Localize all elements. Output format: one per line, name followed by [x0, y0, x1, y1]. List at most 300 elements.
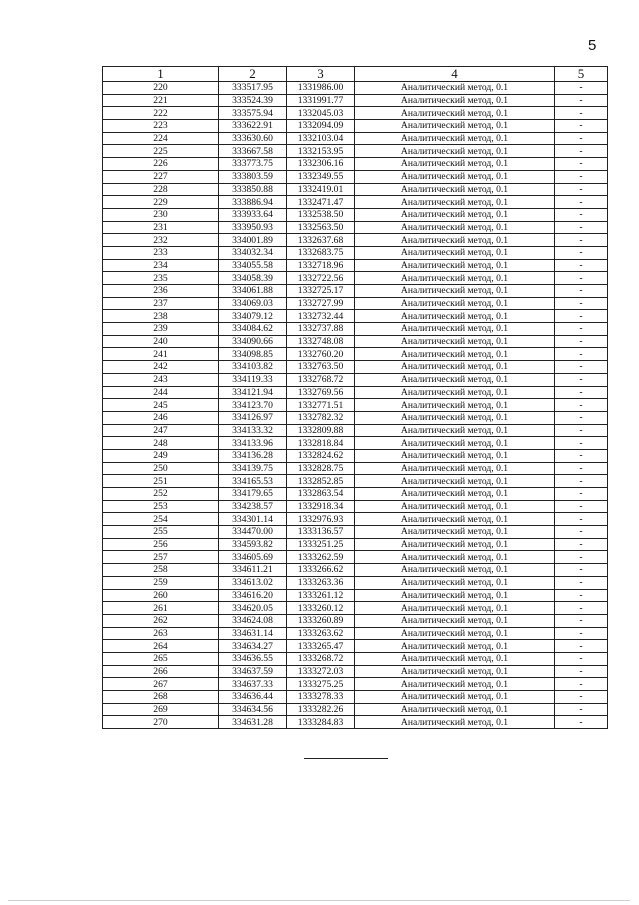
method-cell: Аналитический метод, 0.1 — [355, 589, 555, 602]
table-row — [103, 449, 608, 462]
y-coordinate-cell: 1332683.75 — [287, 246, 355, 259]
y-coordinate-cell: 1333251.25 — [287, 538, 355, 551]
note-cell: - — [555, 297, 608, 310]
x-coordinate-cell: 334139.75 — [219, 462, 287, 475]
y-coordinate-cell: 1332103.04 — [287, 132, 355, 145]
table-row — [103, 640, 608, 653]
x-coordinate-cell: 334616.20 — [219, 589, 287, 602]
note-cell: - — [555, 437, 608, 450]
note-cell: - — [555, 259, 608, 272]
table-row — [103, 513, 608, 526]
note-cell: - — [555, 132, 608, 145]
x-coordinate-cell: 334637.33 — [219, 678, 287, 691]
note-cell: - — [555, 82, 608, 95]
point-number-cell: 229 — [103, 196, 219, 209]
method-cell: Аналитический метод, 0.1 — [355, 310, 555, 323]
table-row — [103, 94, 608, 107]
point-number-cell: 225 — [103, 145, 219, 158]
point-number-cell: 248 — [103, 437, 219, 450]
table-row — [103, 500, 608, 513]
page-number: 5 — [588, 37, 597, 54]
method-cell: Аналитический метод, 0.1 — [355, 678, 555, 691]
method-cell: Аналитический метод, 0.1 — [355, 564, 555, 577]
point-number-cell: 235 — [103, 272, 219, 285]
y-coordinate-cell: 1333261.12 — [287, 589, 355, 602]
point-number-cell: 246 — [103, 411, 219, 424]
x-coordinate-cell: 334636.44 — [219, 691, 287, 704]
point-number-cell: 224 — [103, 132, 219, 145]
note-cell: - — [555, 94, 608, 107]
y-coordinate-cell: 1332824.62 — [287, 449, 355, 462]
point-number-cell: 234 — [103, 259, 219, 272]
method-cell: Аналитический метод, 0.1 — [355, 335, 555, 348]
point-number-cell: 242 — [103, 361, 219, 374]
table-row — [103, 183, 608, 196]
point-number-cell: 231 — [103, 221, 219, 234]
point-number-cell: 222 — [103, 107, 219, 120]
note-cell: - — [555, 576, 608, 589]
method-cell: Аналитический метод, 0.1 — [355, 297, 555, 310]
y-coordinate-cell: 1332771.51 — [287, 399, 355, 412]
note-cell: - — [555, 208, 608, 221]
method-cell: Аналитический метод, 0.1 — [355, 424, 555, 437]
y-coordinate-cell: 1331991.77 — [287, 94, 355, 107]
y-coordinate-cell: 1333284.83 — [287, 716, 355, 729]
method-cell: Аналитический метод, 0.1 — [355, 526, 555, 539]
method-cell: Аналитический метод, 0.1 — [355, 614, 555, 627]
note-cell: - — [555, 665, 608, 678]
x-coordinate-cell: 334637.59 — [219, 665, 287, 678]
note-cell: - — [555, 526, 608, 539]
note-cell: - — [555, 285, 608, 298]
x-coordinate-cell: 334121.94 — [219, 386, 287, 399]
note-cell: - — [555, 703, 608, 716]
table-row — [103, 145, 608, 158]
table-row — [103, 170, 608, 183]
x-coordinate-cell: 334055.58 — [219, 259, 287, 272]
method-cell: Аналитический метод, 0.1 — [355, 538, 555, 551]
note-cell: - — [555, 475, 608, 488]
table-row — [103, 538, 608, 551]
point-number-cell: 255 — [103, 526, 219, 539]
point-number-cell: 221 — [103, 94, 219, 107]
table-row — [103, 221, 608, 234]
note-cell: - — [555, 386, 608, 399]
x-coordinate-cell: 334133.32 — [219, 424, 287, 437]
note-cell: - — [555, 272, 608, 285]
x-coordinate-cell: 333517.95 — [219, 82, 287, 95]
x-coordinate-cell: 334238.57 — [219, 500, 287, 513]
table-body — [103, 82, 608, 729]
y-coordinate-cell: 1332718.96 — [287, 259, 355, 272]
y-coordinate-cell: 1333262.59 — [287, 551, 355, 564]
point-number-cell: 267 — [103, 678, 219, 691]
note-cell: - — [555, 145, 608, 158]
header-col-2: 2 — [219, 67, 287, 82]
note-cell: - — [555, 183, 608, 196]
note-cell: - — [555, 246, 608, 259]
x-coordinate-cell: 333950.93 — [219, 221, 287, 234]
note-cell: - — [555, 310, 608, 323]
method-cell: Аналитический метод, 0.1 — [355, 285, 555, 298]
point-number-cell: 265 — [103, 652, 219, 665]
point-number-cell: 250 — [103, 462, 219, 475]
point-number-cell: 259 — [103, 576, 219, 589]
table-row — [103, 437, 608, 450]
table-row — [103, 272, 608, 285]
note-cell: - — [555, 107, 608, 120]
x-coordinate-cell: 334069.03 — [219, 297, 287, 310]
x-coordinate-cell: 334084.62 — [219, 323, 287, 336]
point-number-cell: 228 — [103, 183, 219, 196]
table-row — [103, 678, 608, 691]
table-row — [103, 373, 608, 386]
note-cell: - — [555, 348, 608, 361]
scan-edge-line — [8, 900, 630, 901]
method-cell: Аналитический метод, 0.1 — [355, 348, 555, 361]
note-cell: - — [555, 513, 608, 526]
y-coordinate-cell: 1332828.75 — [287, 462, 355, 475]
point-number-cell: 262 — [103, 614, 219, 627]
table-row — [103, 691, 608, 704]
point-number-cell: 258 — [103, 564, 219, 577]
x-coordinate-cell: 333886.94 — [219, 196, 287, 209]
method-cell: Аналитический метод, 0.1 — [355, 107, 555, 120]
point-number-cell: 226 — [103, 158, 219, 171]
note-cell: - — [555, 424, 608, 437]
x-coordinate-cell: 334136.28 — [219, 449, 287, 462]
method-cell: Аналитический метод, 0.1 — [355, 221, 555, 234]
y-coordinate-cell: 1332725.17 — [287, 285, 355, 298]
y-coordinate-cell: 1333263.62 — [287, 627, 355, 640]
y-coordinate-cell: 1332045.03 — [287, 107, 355, 120]
coordinates-table — [102, 66, 608, 729]
note-cell: - — [555, 652, 608, 665]
x-coordinate-cell: 334058.39 — [219, 272, 287, 285]
point-number-cell: 254 — [103, 513, 219, 526]
method-cell: Аналитический метод, 0.1 — [355, 208, 555, 221]
table-row — [103, 335, 608, 348]
y-coordinate-cell: 1332306.16 — [287, 158, 355, 171]
x-coordinate-cell: 334061.88 — [219, 285, 287, 298]
point-number-cell: 236 — [103, 285, 219, 298]
table-row — [103, 399, 608, 412]
note-cell: - — [555, 614, 608, 627]
y-coordinate-cell: 1332349.55 — [287, 170, 355, 183]
table-row — [103, 310, 608, 323]
table-row — [103, 158, 608, 171]
method-cell: Аналитический метод, 0.1 — [355, 94, 555, 107]
point-number-cell: 264 — [103, 640, 219, 653]
table-row — [103, 196, 608, 209]
x-coordinate-cell: 334119.33 — [219, 373, 287, 386]
x-coordinate-cell: 334613.02 — [219, 576, 287, 589]
end-rule-divider — [304, 758, 388, 759]
point-number-cell: 230 — [103, 208, 219, 221]
method-cell: Аналитический метод, 0.1 — [355, 196, 555, 209]
x-coordinate-cell: 334165.53 — [219, 475, 287, 488]
table-row — [103, 462, 608, 475]
table-row — [103, 564, 608, 577]
y-coordinate-cell: 1332782.32 — [287, 411, 355, 424]
point-number-cell: 239 — [103, 323, 219, 336]
y-coordinate-cell: 1333268.72 — [287, 652, 355, 665]
table-row — [103, 614, 608, 627]
method-cell: Аналитический метод, 0.1 — [355, 170, 555, 183]
note-cell: - — [555, 678, 608, 691]
x-coordinate-cell: 334090.66 — [219, 335, 287, 348]
point-number-cell: 232 — [103, 234, 219, 247]
x-coordinate-cell: 334631.14 — [219, 627, 287, 640]
note-cell: - — [555, 361, 608, 374]
x-coordinate-cell: 334133.96 — [219, 437, 287, 450]
method-cell: Аналитический метод, 0.1 — [355, 716, 555, 729]
point-number-cell: 270 — [103, 716, 219, 729]
x-coordinate-cell: 334634.27 — [219, 640, 287, 653]
x-coordinate-cell: 334123.70 — [219, 399, 287, 412]
y-coordinate-cell: 1332763.50 — [287, 361, 355, 374]
point-number-cell: 243 — [103, 373, 219, 386]
y-coordinate-cell: 1332769.56 — [287, 386, 355, 399]
point-number-cell: 247 — [103, 424, 219, 437]
note-cell: - — [555, 234, 608, 247]
note-cell: - — [555, 158, 608, 171]
x-coordinate-cell: 334593.82 — [219, 538, 287, 551]
note-cell: - — [555, 411, 608, 424]
note-cell: - — [555, 716, 608, 729]
table-row — [103, 652, 608, 665]
y-coordinate-cell: 1332760.20 — [287, 348, 355, 361]
note-cell: - — [555, 196, 608, 209]
method-cell: Аналитический метод, 0.1 — [355, 361, 555, 374]
table-row — [103, 716, 608, 729]
method-cell: Аналитический метод, 0.1 — [355, 373, 555, 386]
method-cell: Аналитический метод, 0.1 — [355, 627, 555, 640]
x-coordinate-cell: 334098.85 — [219, 348, 287, 361]
x-coordinate-cell: 334179.65 — [219, 488, 287, 501]
x-coordinate-cell: 334470.00 — [219, 526, 287, 539]
table-row — [103, 259, 608, 272]
y-coordinate-cell: 1331986.00 — [287, 82, 355, 95]
note-cell: - — [555, 589, 608, 602]
header-col-5: 5 — [555, 67, 608, 82]
y-coordinate-cell: 1332637.68 — [287, 234, 355, 247]
x-coordinate-cell: 334001.89 — [219, 234, 287, 247]
x-coordinate-cell: 334634.56 — [219, 703, 287, 716]
table-row — [103, 488, 608, 501]
x-coordinate-cell: 334103.82 — [219, 361, 287, 374]
point-number-cell: 256 — [103, 538, 219, 551]
header-col-4: 4 — [355, 67, 555, 82]
point-number-cell: 261 — [103, 602, 219, 615]
y-coordinate-cell: 1333265.47 — [287, 640, 355, 653]
y-coordinate-cell: 1333263.36 — [287, 576, 355, 589]
point-number-cell: 227 — [103, 170, 219, 183]
y-coordinate-cell: 1332722.56 — [287, 272, 355, 285]
table-row — [103, 348, 608, 361]
method-cell: Аналитический метод, 0.1 — [355, 246, 555, 259]
method-cell: Аналитический метод, 0.1 — [355, 449, 555, 462]
note-cell: - — [555, 691, 608, 704]
x-coordinate-cell: 333524.39 — [219, 94, 287, 107]
table-row — [103, 386, 608, 399]
point-number-cell: 249 — [103, 449, 219, 462]
table-row — [103, 576, 608, 589]
table-row — [103, 120, 608, 133]
x-coordinate-cell: 334631.28 — [219, 716, 287, 729]
method-cell: Аналитический метод, 0.1 — [355, 259, 555, 272]
y-coordinate-cell: 1332471.47 — [287, 196, 355, 209]
y-coordinate-cell: 1332737.88 — [287, 323, 355, 336]
x-coordinate-cell: 334636.55 — [219, 652, 287, 665]
method-cell: Аналитический метод, 0.1 — [355, 703, 555, 716]
x-coordinate-cell: 334620.05 — [219, 602, 287, 615]
point-number-cell: 223 — [103, 120, 219, 133]
x-coordinate-cell: 333773.75 — [219, 158, 287, 171]
note-cell: - — [555, 602, 608, 615]
x-coordinate-cell: 334079.12 — [219, 310, 287, 323]
method-cell: Аналитический метод, 0.1 — [355, 462, 555, 475]
y-coordinate-cell: 1332094.09 — [287, 120, 355, 133]
point-number-cell: 237 — [103, 297, 219, 310]
x-coordinate-cell: 334605.69 — [219, 551, 287, 564]
y-coordinate-cell: 1332976.93 — [287, 513, 355, 526]
method-cell: Аналитический метод, 0.1 — [355, 120, 555, 133]
y-coordinate-cell: 1333272.03 — [287, 665, 355, 678]
y-coordinate-cell: 1332748.08 — [287, 335, 355, 348]
y-coordinate-cell: 1332419.01 — [287, 183, 355, 196]
method-cell: Аналитический метод, 0.1 — [355, 411, 555, 424]
method-cell: Аналитический метод, 0.1 — [355, 488, 555, 501]
method-cell: Аналитический метод, 0.1 — [355, 158, 555, 171]
note-cell: - — [555, 373, 608, 386]
table-row — [103, 665, 608, 678]
y-coordinate-cell: 1333278.33 — [287, 691, 355, 704]
x-coordinate-cell: 333933.64 — [219, 208, 287, 221]
point-number-cell: 268 — [103, 691, 219, 704]
method-cell: Аналитический метод, 0.1 — [355, 691, 555, 704]
method-cell: Аналитический метод, 0.1 — [355, 183, 555, 196]
point-number-cell: 245 — [103, 399, 219, 412]
table-row — [103, 526, 608, 539]
table-row — [103, 627, 608, 640]
point-number-cell: 233 — [103, 246, 219, 259]
note-cell: - — [555, 640, 608, 653]
note-cell: - — [555, 323, 608, 336]
note-cell: - — [555, 551, 608, 564]
table-row — [103, 132, 608, 145]
table-row — [103, 208, 608, 221]
method-cell: Аналитический метод, 0.1 — [355, 640, 555, 653]
y-coordinate-cell: 1333260.89 — [287, 614, 355, 627]
table-row — [103, 107, 608, 120]
point-number-cell: 240 — [103, 335, 219, 348]
x-coordinate-cell: 334301.14 — [219, 513, 287, 526]
note-cell: - — [555, 462, 608, 475]
point-number-cell: 266 — [103, 665, 219, 678]
method-cell: Аналитический метод, 0.1 — [355, 437, 555, 450]
method-cell: Аналитический метод, 0.1 — [355, 323, 555, 336]
y-coordinate-cell: 1333266.62 — [287, 564, 355, 577]
note-cell: - — [555, 500, 608, 513]
y-coordinate-cell: 1332732.44 — [287, 310, 355, 323]
table-row — [103, 246, 608, 259]
y-coordinate-cell: 1332918.34 — [287, 500, 355, 513]
table-row — [103, 285, 608, 298]
note-cell: - — [555, 564, 608, 577]
point-number-cell: 257 — [103, 551, 219, 564]
note-cell: - — [555, 221, 608, 234]
note-cell: - — [555, 488, 608, 501]
table-row — [103, 82, 608, 95]
table-row — [103, 475, 608, 488]
x-coordinate-cell: 333667.58 — [219, 145, 287, 158]
point-number-cell: 220 — [103, 82, 219, 95]
table-row — [103, 234, 608, 247]
method-cell: Аналитический метод, 0.1 — [355, 513, 555, 526]
method-cell: Аналитический метод, 0.1 — [355, 500, 555, 513]
point-number-cell: 269 — [103, 703, 219, 716]
x-coordinate-cell: 333622.91 — [219, 120, 287, 133]
y-coordinate-cell: 1332153.95 — [287, 145, 355, 158]
y-coordinate-cell: 1333282.26 — [287, 703, 355, 716]
point-number-cell: 251 — [103, 475, 219, 488]
method-cell: Аналитический метод, 0.1 — [355, 665, 555, 678]
table-header — [103, 67, 608, 82]
y-coordinate-cell: 1332863.54 — [287, 488, 355, 501]
note-cell: - — [555, 449, 608, 462]
table-row — [103, 589, 608, 602]
method-cell: Аналитический метод, 0.1 — [355, 234, 555, 247]
y-coordinate-cell: 1332809.88 — [287, 424, 355, 437]
method-cell: Аналитический метод, 0.1 — [355, 576, 555, 589]
x-coordinate-cell: 334032.34 — [219, 246, 287, 259]
table-row — [103, 551, 608, 564]
method-cell: Аналитический метод, 0.1 — [355, 386, 555, 399]
point-number-cell: 253 — [103, 500, 219, 513]
method-cell: Аналитический метод, 0.1 — [355, 602, 555, 615]
y-coordinate-cell: 1332768.72 — [287, 373, 355, 386]
y-coordinate-cell: 1332852.85 — [287, 475, 355, 488]
method-cell: Аналитический метод, 0.1 — [355, 132, 555, 145]
table-header-row — [103, 67, 608, 82]
header-col-1: 1 — [103, 67, 219, 82]
point-number-cell: 263 — [103, 627, 219, 640]
x-coordinate-cell: 333850.88 — [219, 183, 287, 196]
y-coordinate-cell: 1332538.50 — [287, 208, 355, 221]
point-number-cell: 260 — [103, 589, 219, 602]
y-coordinate-cell: 1333136.57 — [287, 526, 355, 539]
y-coordinate-cell: 1333260.12 — [287, 602, 355, 615]
note-cell: - — [555, 538, 608, 551]
table-row — [103, 602, 608, 615]
method-cell: Аналитический метод, 0.1 — [355, 82, 555, 95]
y-coordinate-cell: 1332727.99 — [287, 297, 355, 310]
x-coordinate-cell: 333575.94 — [219, 107, 287, 120]
method-cell: Аналитический метод, 0.1 — [355, 145, 555, 158]
table-row — [103, 424, 608, 437]
method-cell: Аналитический метод, 0.1 — [355, 272, 555, 285]
note-cell: - — [555, 335, 608, 348]
point-number-cell: 238 — [103, 310, 219, 323]
x-coordinate-cell: 333803.59 — [219, 170, 287, 183]
x-coordinate-cell: 334126.97 — [219, 411, 287, 424]
note-cell: - — [555, 120, 608, 133]
method-cell: Аналитический метод, 0.1 — [355, 551, 555, 564]
method-cell: Аналитический метод, 0.1 — [355, 475, 555, 488]
method-cell: Аналитический метод, 0.1 — [355, 399, 555, 412]
x-coordinate-cell: 334611.21 — [219, 564, 287, 577]
